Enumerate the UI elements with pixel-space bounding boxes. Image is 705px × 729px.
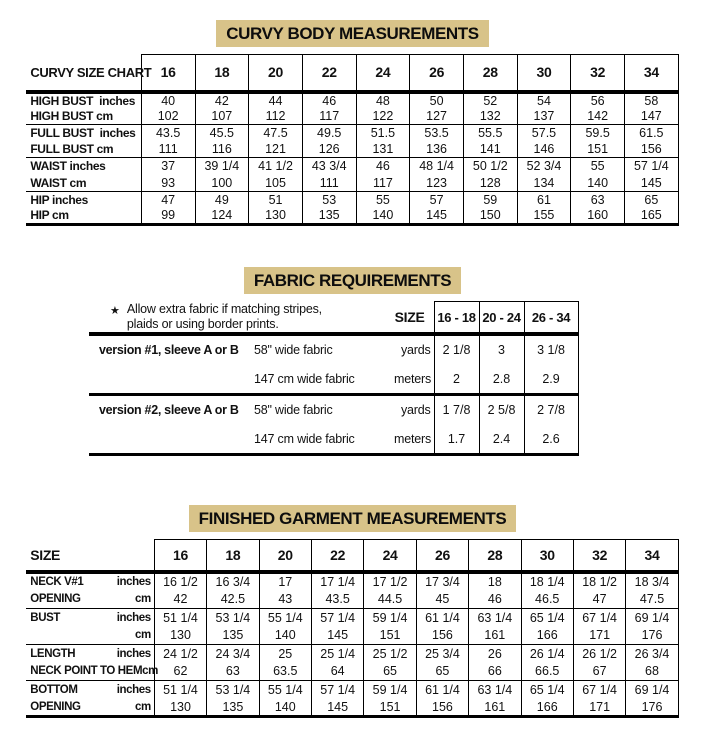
table-cell: 1.7 xyxy=(434,424,479,454)
table-cell: 17 3/4 xyxy=(416,572,468,590)
table-cell: 59.5 xyxy=(571,125,625,142)
table-cell: 24 xyxy=(364,539,416,572)
table-cell: 24 3/4 xyxy=(207,644,259,662)
table-cell: 130 xyxy=(154,698,206,716)
row-label: OPENING xyxy=(30,700,81,713)
fabric-header-row xyxy=(89,301,578,334)
fabric-note-text xyxy=(127,302,322,332)
table-cell: 145 xyxy=(625,174,679,191)
table-cell: 49 xyxy=(195,191,249,208)
table-cell: 43.5 xyxy=(311,590,363,608)
table-cell: 140 xyxy=(571,174,625,191)
section-title-text: FABRIC REQUIREMENTS xyxy=(244,267,461,294)
table-cell: 17 1/4 xyxy=(311,572,363,590)
fabric-row xyxy=(89,364,578,394)
table-cell: 20 xyxy=(259,539,311,572)
fabric-desc: 147 cm wide fabric xyxy=(254,371,355,386)
table-cell: 171 xyxy=(573,626,625,644)
section-title-fabric-requirements xyxy=(0,267,705,294)
fabric-version-label xyxy=(89,424,254,454)
table-cell: 61.5 xyxy=(625,125,679,142)
table-cell: 135 xyxy=(207,626,259,644)
table-cell: 32 xyxy=(573,539,625,572)
table-cell: 18 1/2 xyxy=(573,572,625,590)
table-cell: 117 xyxy=(356,174,410,191)
table-cell: 25 xyxy=(259,644,311,662)
table-cell: 156 xyxy=(416,698,468,716)
table-cell: 2.8 xyxy=(479,364,524,394)
note-line-1: Allow extra fabric if matching stripes, xyxy=(126,301,322,316)
table-cell: 25 3/4 xyxy=(416,644,468,662)
table-row xyxy=(26,158,678,175)
row-unit: inches xyxy=(116,647,151,660)
table-cell: 22 xyxy=(311,539,363,572)
fabric-version-label xyxy=(89,364,254,394)
row-label: BUST xyxy=(30,611,61,624)
table-cell: 59 1/4 xyxy=(364,608,416,626)
table-cell: 34 xyxy=(626,539,678,572)
fabric-desc: 58" wide fabric xyxy=(254,343,333,358)
table-cell: 44.5 xyxy=(364,590,416,608)
table-cell: 61 1/4 xyxy=(416,608,468,626)
fabric-row xyxy=(89,334,578,364)
table-cell: 45.5 xyxy=(195,125,249,142)
table-cell: 127 xyxy=(410,108,464,125)
table-cell: 140 xyxy=(259,626,311,644)
table-cell: 150 xyxy=(463,208,517,225)
row-label: HIGH BUST inches xyxy=(30,93,136,108)
table-cell: 25 1/4 xyxy=(311,644,363,662)
row-label: FULL BUST inches xyxy=(30,126,136,141)
table-cell: 151 xyxy=(364,626,416,644)
table-cell: 52 xyxy=(463,92,517,109)
table-row xyxy=(26,92,678,109)
table-cell: 16 3/4 xyxy=(207,572,259,590)
finished-garment-table xyxy=(26,539,678,718)
table-cell: 55 1/4 xyxy=(259,608,311,626)
table-cell: 17 1/2 xyxy=(364,572,416,590)
table-cell: 50 1/2 xyxy=(463,158,517,175)
table-row xyxy=(26,191,678,208)
row-unit: inches xyxy=(116,576,151,589)
table-cell: 126 xyxy=(302,141,356,158)
table-cell: 41 1/2 xyxy=(249,158,303,175)
table-cell: 112 xyxy=(249,108,303,125)
table-cell: 57 1/4 xyxy=(625,158,679,175)
table-cell: 132 xyxy=(463,108,517,125)
table-header-label: SIZE xyxy=(30,546,61,563)
table-cell: 46 xyxy=(356,158,410,175)
fabric-desc: 147 cm wide fabric xyxy=(254,431,355,446)
table-cell: 69 1/4 xyxy=(626,680,678,698)
table-cell: 136 xyxy=(410,141,464,158)
row-label: WAIST inches xyxy=(30,159,106,174)
table-cell: 61 1/4 xyxy=(416,680,468,698)
table-cell: 32 xyxy=(571,55,625,92)
table-cell: 50 xyxy=(410,92,464,109)
table-cell: 2 7/8 xyxy=(524,394,578,424)
table-cell: 63.5 xyxy=(259,662,311,680)
table-cell: 156 xyxy=(625,141,679,158)
table-cell: 131 xyxy=(356,141,410,158)
fabric-version-label: version #1, sleeve A or B xyxy=(99,343,239,358)
table-cell: 43 xyxy=(259,590,311,608)
table-cell: 100 xyxy=(195,174,249,191)
table-cell: 16 1/2 xyxy=(154,572,206,590)
table-cell: 18 xyxy=(207,539,259,572)
table-cell: 64 xyxy=(311,662,363,680)
table-cell: 63 1/4 xyxy=(469,608,521,626)
table-row xyxy=(26,680,678,698)
table-cell: 2.9 xyxy=(524,364,578,394)
table-cell: 111 xyxy=(141,141,195,158)
fabric-row xyxy=(89,424,578,454)
fabric-row xyxy=(89,394,578,424)
table-cell: 17 xyxy=(259,572,311,590)
table-cell: 43.5 xyxy=(141,125,195,142)
table-cell: 65 1/4 xyxy=(521,680,573,698)
table-cell: 140 xyxy=(259,698,311,716)
table-header-label: CURVY SIZE CHART xyxy=(30,64,152,80)
table-cell: 151 xyxy=(571,141,625,158)
table-cell: 141 xyxy=(463,141,517,158)
fabric-version-label: version #2, sleeve A or B xyxy=(99,403,239,417)
table-cell: 116 xyxy=(195,141,249,158)
table-cell: 160 xyxy=(571,208,625,225)
star-icon: ★ xyxy=(110,304,120,317)
row-unit: cm xyxy=(142,665,158,677)
table-cell: 99 xyxy=(141,208,195,225)
table-cell: 147 xyxy=(625,108,679,125)
table-cell: 46.5 xyxy=(521,590,573,608)
fabric-unit: yards xyxy=(400,403,431,417)
table-cell: 59 1/4 xyxy=(364,680,416,698)
table-row xyxy=(26,572,678,590)
table-cell: 63 1/4 xyxy=(469,680,521,698)
table-cell: 28 xyxy=(469,539,521,572)
table-cell: 3 xyxy=(479,334,524,364)
table-cell: 47.5 xyxy=(626,590,678,608)
table-cell: 26 xyxy=(410,55,464,92)
table-cell: 47 xyxy=(573,590,625,608)
table-cell: 140 xyxy=(356,208,410,225)
table-cell: 124 xyxy=(195,208,249,225)
table-cell: 37 xyxy=(141,158,195,175)
table-cell: 43 3/4 xyxy=(302,158,356,175)
table-cell: 93 xyxy=(141,174,195,191)
table-cell: 42 xyxy=(195,92,249,109)
table-cell: 56 xyxy=(571,92,625,109)
table-cell: 142 xyxy=(571,108,625,125)
table-cell: 52 3/4 xyxy=(517,158,571,175)
table-cell: 171 xyxy=(573,698,625,716)
table-cell: 16 xyxy=(141,55,195,92)
table-cell: 18 xyxy=(195,55,249,92)
table-cell: 165 xyxy=(625,208,679,225)
fabric-unit: yards xyxy=(400,343,431,358)
table-row xyxy=(26,208,678,225)
table-cell: 2.4 xyxy=(479,424,524,454)
section-title-body-measurements xyxy=(0,20,705,47)
table-cell: 42.5 xyxy=(207,590,259,608)
table-cell: 49.5 xyxy=(302,125,356,142)
table-row xyxy=(26,590,678,608)
table-cell: 20 xyxy=(249,55,303,92)
table-cell: 57 1/4 xyxy=(311,680,363,698)
table-cell: 66 xyxy=(469,662,521,680)
table-cell: 55 xyxy=(571,158,625,175)
section-title-text: CURVY BODY MEASUREMENTS xyxy=(216,20,488,47)
table-cell: 34 xyxy=(625,55,679,92)
row-label: NECK V#1 xyxy=(30,576,84,589)
table-cell: 161 xyxy=(469,626,521,644)
table-cell: 155 xyxy=(517,208,571,225)
table-cell: 166 xyxy=(521,698,573,716)
table-cell: 107 xyxy=(195,108,249,125)
table-cell: 54 xyxy=(517,92,571,109)
curvy-size-chart-table xyxy=(26,54,678,226)
table-cell: 22 xyxy=(302,55,356,92)
table-cell: 26 3/4 xyxy=(626,644,678,662)
table-cell: 2 1/8 xyxy=(434,334,479,364)
table-cell: 122 xyxy=(356,108,410,125)
table-cell: 128 xyxy=(463,174,517,191)
table-cell: 145 xyxy=(311,626,363,644)
table-cell: 176 xyxy=(626,698,678,716)
table-cell: 16 - 18 xyxy=(434,301,479,334)
table-cell: 117 xyxy=(302,108,356,125)
table-cell: 65 xyxy=(364,662,416,680)
table-cell: 65 1/4 xyxy=(521,608,573,626)
table-cell: 45 xyxy=(416,590,468,608)
table-cell: 151 xyxy=(364,698,416,716)
table-cell: 47.5 xyxy=(249,125,303,142)
table-cell: 146 xyxy=(517,141,571,158)
row-label: NECK POINT TO HEM xyxy=(30,665,143,677)
table-cell: 30 xyxy=(521,539,573,572)
table-cell: 145 xyxy=(311,698,363,716)
table-cell: 24 xyxy=(356,55,410,92)
table-cell: 59 xyxy=(463,191,517,208)
table-cell: 102 xyxy=(141,108,195,125)
table-cell: 62 xyxy=(154,662,206,680)
table-cell: 1 7/8 xyxy=(434,394,479,424)
row-label: HIP inches xyxy=(30,192,88,207)
table-cell: 53 xyxy=(302,191,356,208)
table-cell: 135 xyxy=(207,698,259,716)
table-cell: 26 1/2 xyxy=(573,644,625,662)
table-cell: 26 xyxy=(416,539,468,572)
table-cell: 18 xyxy=(469,572,521,590)
table-cell: 26 - 34 xyxy=(524,301,578,334)
table-cell: 67 xyxy=(573,662,625,680)
table-cell: 68 xyxy=(626,662,678,680)
table-cell: 55 1/4 xyxy=(259,680,311,698)
table-cell: 18 3/4 xyxy=(626,572,678,590)
table-cell: 26 xyxy=(469,644,521,662)
row-unit: cm xyxy=(134,593,151,605)
table-cell: 28 xyxy=(463,55,517,92)
row-label: BOTTOM xyxy=(30,683,78,696)
table-cell: 123 xyxy=(410,174,464,191)
table-row xyxy=(26,174,678,191)
table-cell: 57 xyxy=(410,191,464,208)
row-label: FULL BUST cm xyxy=(30,142,114,157)
table-cell: 134 xyxy=(517,174,571,191)
table-row xyxy=(26,608,678,626)
section-title-garment-measurements xyxy=(0,505,705,532)
table-row xyxy=(26,626,678,644)
table-cell: 58 xyxy=(625,92,679,109)
table-row xyxy=(26,662,678,680)
table-cell: 24 1/2 xyxy=(154,644,206,662)
table-cell: 48 xyxy=(356,92,410,109)
table-cell: 156 xyxy=(416,626,468,644)
table-cell: 51 xyxy=(249,191,303,208)
table-cell: 51 1/4 xyxy=(154,608,206,626)
row-unit: inches xyxy=(116,611,151,624)
table-cell: 30 xyxy=(517,55,571,92)
table-cell: 166 xyxy=(521,626,573,644)
fabric-note xyxy=(89,302,322,332)
table-cell: 66.5 xyxy=(521,662,573,680)
table-cell: 44 xyxy=(249,92,303,109)
row-label: OPENING xyxy=(30,593,81,605)
row-label: LENGTH xyxy=(30,647,76,660)
fabric-desc: 58" wide fabric xyxy=(254,403,333,417)
table-cell: 57.5 xyxy=(517,125,571,142)
table-cell: 51.5 xyxy=(356,125,410,142)
table-cell: 130 xyxy=(154,626,206,644)
table-cell: 46 xyxy=(469,590,521,608)
table-cell: 51 1/4 xyxy=(154,680,206,698)
table-cell: 105 xyxy=(249,174,303,191)
table-cell: 145 xyxy=(410,208,464,225)
table-cell: 20 - 24 xyxy=(479,301,524,334)
table-cell: 39 1/4 xyxy=(195,158,249,175)
table-header-row xyxy=(26,539,678,572)
table-cell: 18 1/4 xyxy=(521,572,573,590)
table-cell: 137 xyxy=(517,108,571,125)
note-line-2: plaids or using border prints. xyxy=(126,316,279,331)
table-cell: 53 1/4 xyxy=(207,680,259,698)
fabric-unit: meters xyxy=(394,431,432,446)
row-unit: cm xyxy=(134,629,151,641)
table-cell: 40 xyxy=(141,92,195,109)
table-cell: 55 xyxy=(356,191,410,208)
table-cell: 42 xyxy=(154,590,206,608)
fabric-size-label: SIZE xyxy=(394,308,425,325)
table-cell: 55.5 xyxy=(463,125,517,142)
table-cell: 63 xyxy=(207,662,259,680)
table-cell: 111 xyxy=(302,174,356,191)
table-cell: 67 1/4 xyxy=(573,608,625,626)
row-label: WAIST cm xyxy=(30,175,87,190)
table-cell: 161 xyxy=(469,698,521,716)
table-cell: 2 5/8 xyxy=(479,394,524,424)
row-label: HIGH BUST cm xyxy=(30,109,113,124)
row-label: HIP cm xyxy=(30,208,69,223)
table-cell: 121 xyxy=(249,141,303,158)
table-cell: 53 1/4 xyxy=(207,608,259,626)
table-cell: 2 xyxy=(434,364,479,394)
fabric-note-cell xyxy=(89,301,434,334)
table-cell: 69 1/4 xyxy=(626,608,678,626)
section-title-text: FINISHED GARMENT MEASUREMENTS xyxy=(189,505,517,532)
table-cell: 26 1/4 xyxy=(521,644,573,662)
table-cell: 65 xyxy=(416,662,468,680)
table-row xyxy=(26,108,678,125)
table-row xyxy=(26,125,678,142)
table-cell: 176 xyxy=(626,626,678,644)
table-cell: 63 xyxy=(571,191,625,208)
table-cell: 16 xyxy=(154,539,206,572)
table-cell: 65 xyxy=(625,191,679,208)
table-cell: 2.6 xyxy=(524,424,578,454)
table-row xyxy=(26,644,678,662)
table-cell: 46 xyxy=(302,92,356,109)
table-cell: 25 1/2 xyxy=(364,644,416,662)
table-header-row xyxy=(26,55,678,92)
table-cell: 135 xyxy=(302,208,356,225)
table-row xyxy=(26,698,678,716)
table-cell: 47 xyxy=(141,191,195,208)
row-unit: cm xyxy=(134,700,151,713)
fabric-unit: meters xyxy=(394,371,432,386)
table-cell: 67 1/4 xyxy=(573,680,625,698)
table-cell: 48 1/4 xyxy=(410,158,464,175)
row-unit: inches xyxy=(116,683,151,696)
table-cell: 53.5 xyxy=(410,125,464,142)
table-cell: 61 xyxy=(517,191,571,208)
table-cell: 57 1/4 xyxy=(311,608,363,626)
table-row xyxy=(26,141,678,158)
table-cell: 3 1/8 xyxy=(524,334,578,364)
table-cell: 130 xyxy=(249,208,303,225)
fabric-requirements-table xyxy=(89,301,579,456)
